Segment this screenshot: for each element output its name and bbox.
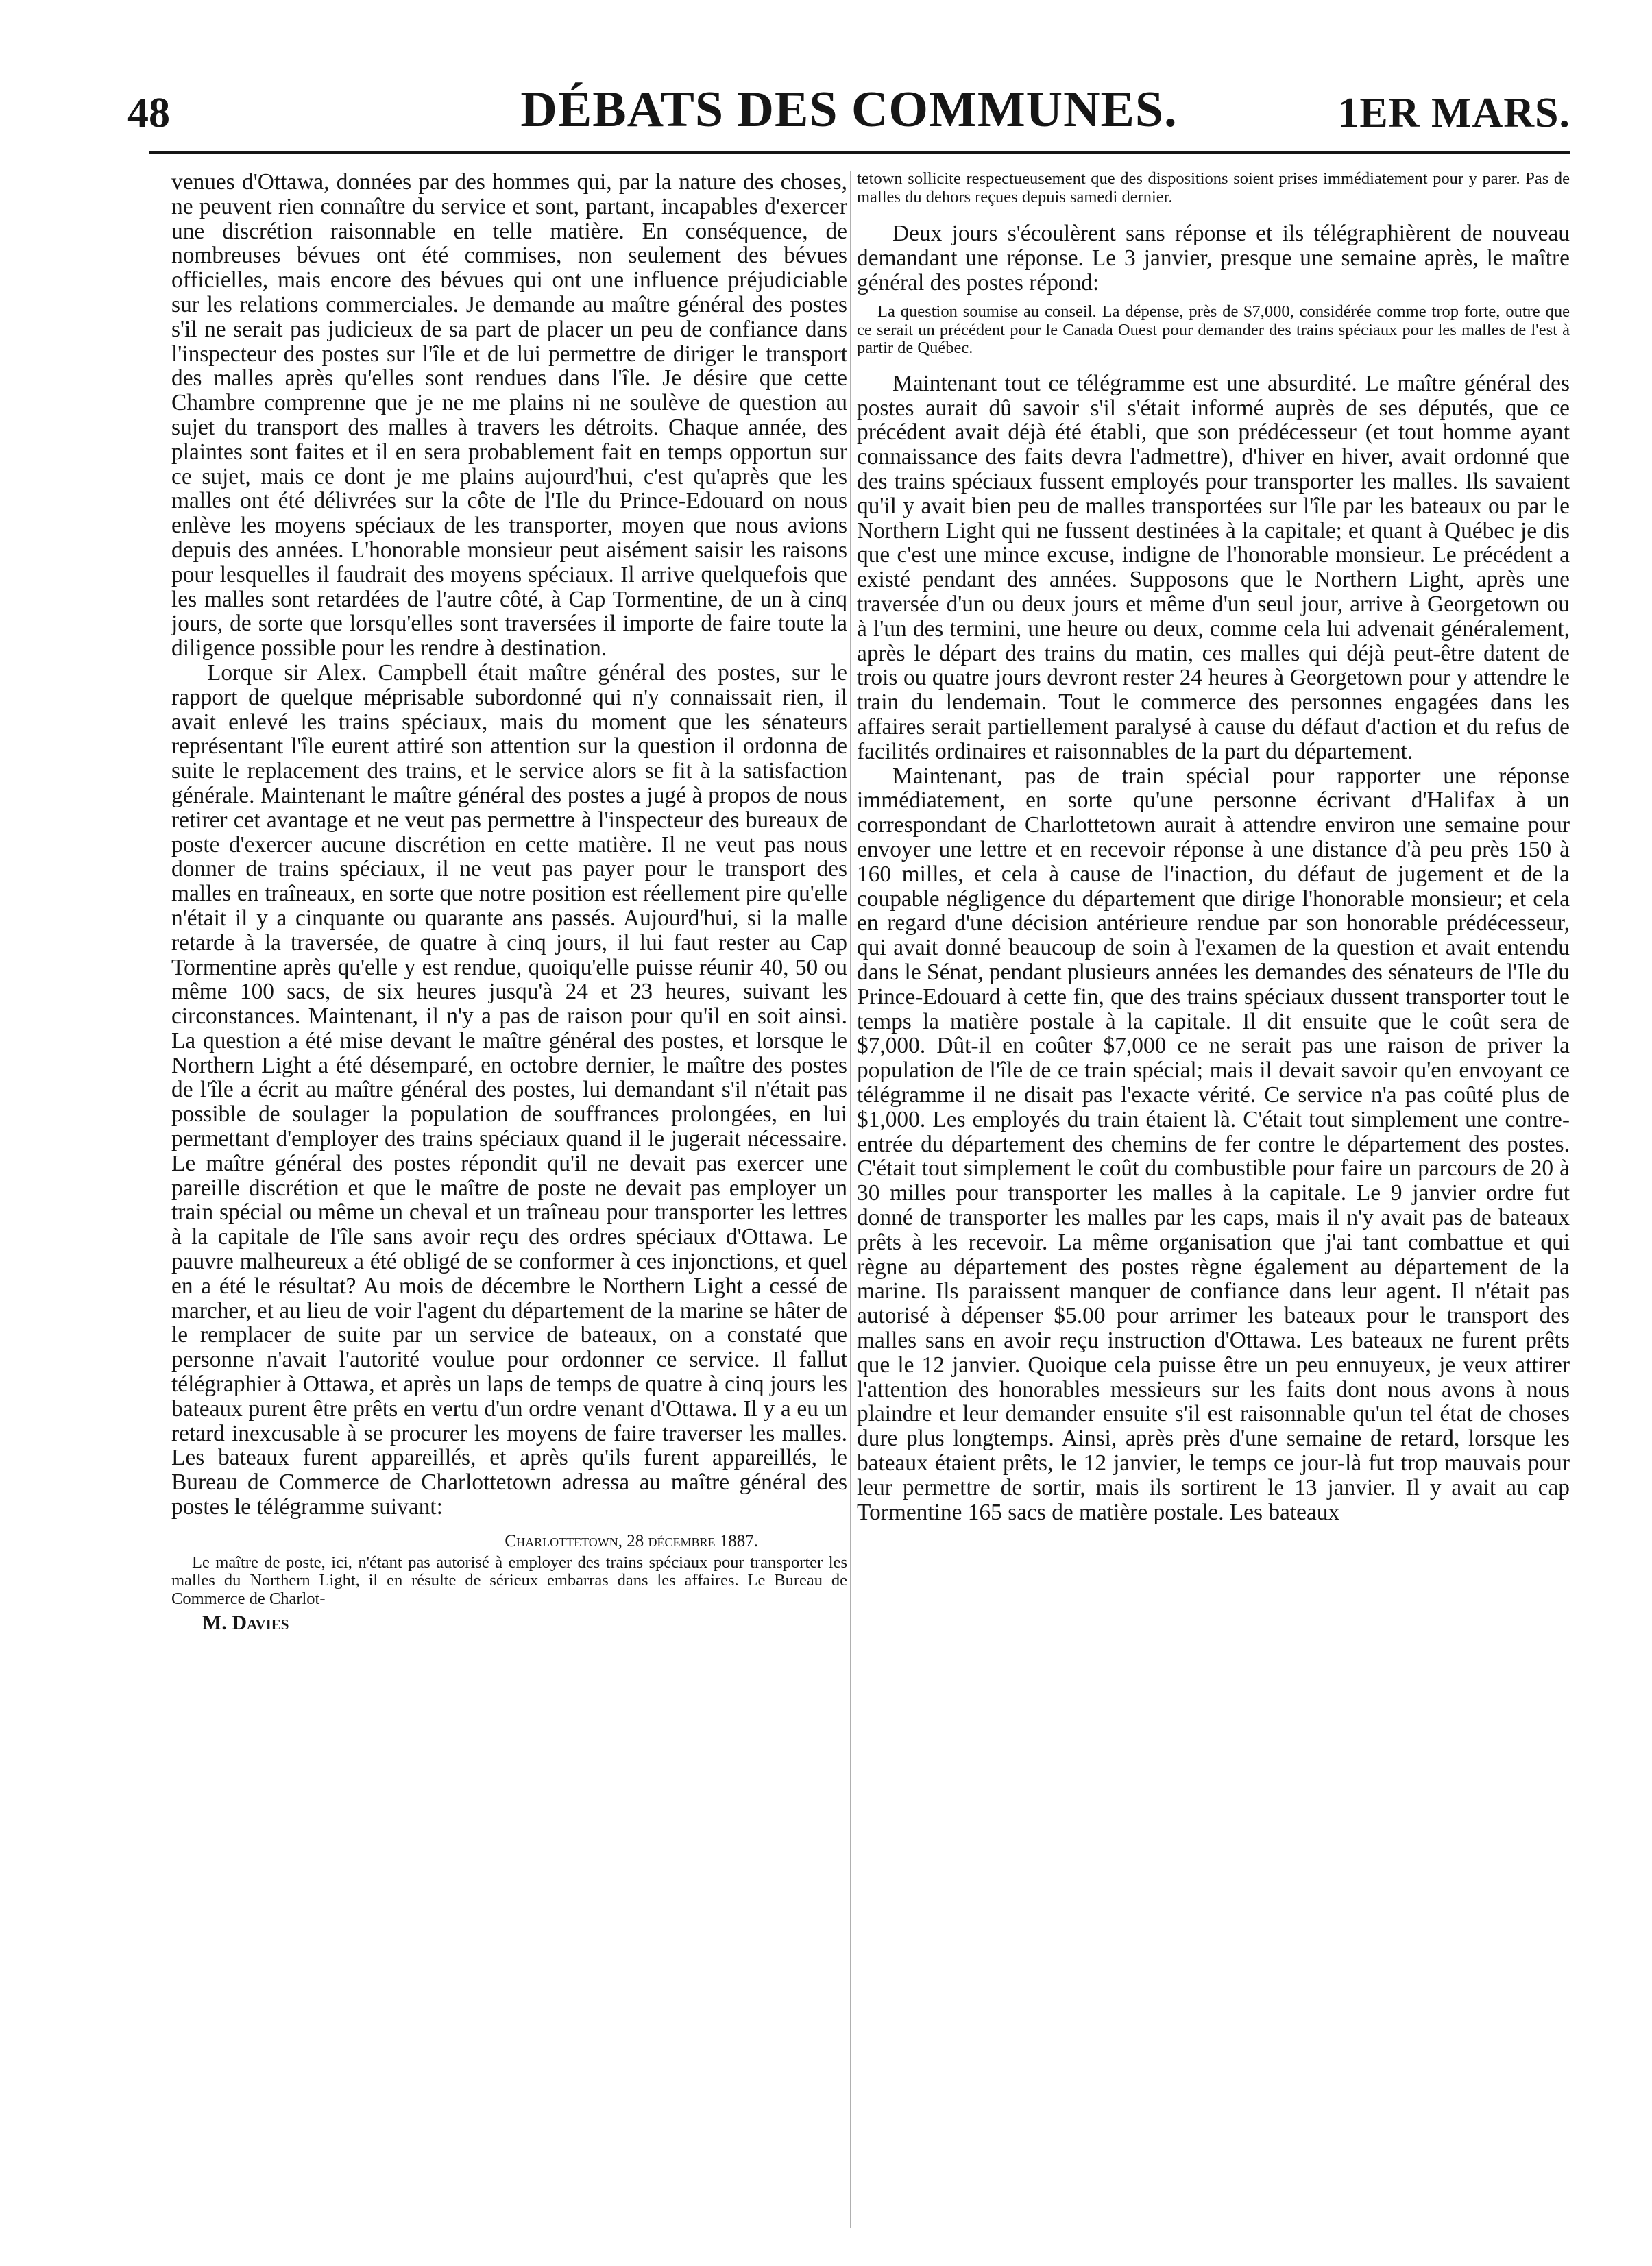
telegram-dateline: Charlottetown, 28 décembre 1887. xyxy=(505,1531,758,1550)
telegram-continuation: tetown sollicite respectueusement que des dispositions soient prises immédiatement pour y parer. Pas de malles du dehors reçues depuis samedi dernier. xyxy=(857,169,1570,206)
postmaster-reply: La question soumise au conseil. La dépense, près de $7,000, considérée comme trop forte, outre que ce serait un précédent pour le Canada Ouest pour demander des trains spéciaux pour les malles de l'est à partir de Québec. xyxy=(857,302,1570,358)
page-number: 48 xyxy=(127,90,170,136)
left-paragraph-1: venues d'Ottawa, données par des hommes qui, par la nature des choses, ne peuvent rien connaître du service et sont, partant, incapables d'exercer une discrétion raisonnable en telle matière. En conséquence, de nombreuses bévues ont été commises, non seulement des bévues officielles, mais encore des bévues qui ont une influence préjudiciable sur les relations commerciales. Je demande au maître général des postes s'il ne serait pas judicieux de sa part de placer un peu de confiance dans l'inspecteur des postes sur l'île et de lui permettre de diriger le transport des malles après qu'elles sont rendues dans l'île. Je désire que cette Chambre comprenne que je ne me plains ni ne soulève de question au sujet du transport des malles à travers les détroits. Chaque année, des plaintes sont faites et il en sera probablement fait en temps opportun sur ce sujet, mais ce dont je me plains aujourd'hui, c'est qu'après que les malles ont été délivrées sur la côte de l'Ile du Prince-Edouard on nous enlève les moyens spéciaux de les transporter, moyen que nous avions depuis des années. L'honorable monsieur peut aisément saisir les raisons pour lesquelles il faudrait des moyens spéciaux. Il arrive quelquefois que les malles sont retardées de l'autre côté, à Cap Tormentine, de un à cinq jours, de sorte que lorsqu'elles sont traversées il importe de faire toute la diligence possible pour les rendre à destination. xyxy=(171,169,847,661)
header-rule xyxy=(149,151,1570,154)
telegram-text: Le maître de poste, ici, n'étant pas autorisé à employer des trains spéciaux pour transporter les malles du Northern Light, il en résulte de sérieux embarras dans les affaires. Le Bureau de Commerce de Charlot- xyxy=(171,1552,847,1608)
right-paragraph-2: Maintenant tout ce télégramme est une absurdité. Le maître général des postes aurait dû savoir s'il s'était informé auprès de ses députés, que ce précédent avait déjà été établi, que son prédécesseur (et tout homme ayant connaissance des faits devra l'admettre), d'hiver en hiver, avait ordonné que des trains spéciaux fussent employés pour transporter les malles. Ils savaient qu'il y avait bien peu de malles transportées sur l'île par les bateaux ou par le Northern Light qui ne fussent destinées à la capitale; et quant à Québec je dis que c'est une mince excuse, indigne de l'honorable monsieur. Le précédent a existé pendant des années. Supposons que le Northern Light, après une traversée d'un ou deux jours et même d'un seul jour, arrive à Georgetown ou à l'un des termini, une heure ou deux, comme cela lui advenait généralement, après le départ des trains du matin, ces malles qui déjà peut-être datent de trois ou quatre jours devront rester 24 heures à Georgetown pour y attendre le train du lendemain. Tout le commerce des personnes engagées dans les affaires serait partiellement paralysé à cause du défaut d'action et du refus de facilités ordinaires et raisonnables de la part du département. xyxy=(857,370,1570,764)
page-title: DÉBATS DES COMMUNES. xyxy=(520,82,1178,138)
right-paragraph-3: Maintenant, pas de train spécial pour rapporter une réponse immédiatement, en sorte qu'une personne écrivant d'Halifax à un correspondant de Charlottetown aurait à attendre environ une semaine pour envoyer une lettre et en recevoir réponse à une distance d'à peu près 150 à 160 milles, et cela à cause de l'inaction, du défaut de jugement et de la coupable négligence du département que dirige l'honorable monsieur; et cela en regard d'une décision antérieure rendue par son honorable prédécesseur, qui avait donné beaucoup de soin à l'examen de la question et avait entendu dans le Sénat, pendant plusieurs années les demandes des sénateurs de l'Ile du Prince-Edouard à cette fin, que des trains spéciaux dussent transporter tout le temps la matière postale à la capitale. Il dit ensuite que le coût sera de $7,000. Dût-il en coûter $7,000 ce ne serait pas une raison de priver la population de l'île de ce train spécial; mais il devait savoir qu'en envoyant ce télégramme il ne disait pas l'exacte vérité. Ce service n'a pas coûté plus de $1,000. Les employés du train étaient là. C'était tout simplement une contre-entrée du département des chemins de fer contre le département des postes. C'était tout simplement le coût du combustible pour faire un parcours de 20 à 30 milles pour transporter les malles à la capitale. Le 9 janvier ordre fut donné de transporter les malles par les caps, mais il n'y avait pas de bateaux prêts à les recevoir. La même organisation que j'ai tant combattue et qui règne au département des postes règne également au département de la marine. Ils paraissent manquer de confiance dans leur agent. Il n'était pas autorisé à dépenser $5.00 pour arrimer les bateaux pour le transport des malles sans en avoir reçu instruction d'Ottawa. Les bateaux ne furent prêts que le 12 janvier. Quoique cela puisse être un peu ennuyeux, je veux attirer l'attention des honorables messieurs sur les faits dont nous avons à nous plaindre et leur demander ensuite s'il est raisonnable qu'un tel état de choses dure plus longtemps. Ainsi, après près d'une semaine de retard, lorsque les bateaux étaient prêts, le 12 janvier, le temps ce jour-là fut trop mauvais pour leur permettre de sortir, mais ils sortirent le 13 janvier. Il y avait au cap Tormentine 165 sacs de matière postale. Les bateaux xyxy=(857,763,1570,1525)
page-date: 1ER MARS. xyxy=(1337,90,1570,136)
right-paragraph-1: Deux jours s'écoulèrent sans réponse et ils télégraphièrent de nouveau demandant une réponse. Le 3 janvier, presque une semaine après, le maître général des postes répond: xyxy=(857,221,1570,295)
left-column xyxy=(171,170,847,1635)
column-separator xyxy=(850,171,851,2228)
right-column xyxy=(857,170,1570,1524)
page-header xyxy=(127,81,1570,146)
left-paragraph-2: Lorque sir Alex. Campbell était maître général des postes, sur le rapport de quelque méprisable subordonné qui n'y connaissait rien, il avait enlevé les trains spéciaux, mais du moment que les sénateurs représentant l'île eurent attiré son attention sur la question il ordonna de suite le replacement des trains, et le service alors se fit à la satisfaction générale. Maintenant le maître général des postes a jugé à propos de nous retirer cet avantage et ne veut pas permettre à l'inspecteur des bureaux de poste d'exercer aucune discrétion en cette matière. Il ne veut pas nous donner de trains spéciaux, il ne veut pas payer pour le transport des malles en traîneaux, en sorte que notre position est réellement pire qu'elle n'était il y a cinquante ou quarante ans passés. Aujourd'hui, si la malle retarde à la traversée, de quatre à cinq jours, il lui faut rester au Cap Tormentine après qu'elle y est rendue, quoiqu'elle puisse réunir 40, 50 ou même 100 sacs, de six heures jusqu'à 24 et 23 heures, suivant les circonstances. Maintenant, il n'y a pas de raison pour qu'il en soit ainsi. La question a été mise devant le maître général des postes, et lorsque le Northern Light a été désemparé, en octobre dernier, le maître des postes de l'île a écrit au maître général des postes, lui demandant s'il n'était pas possible de soulager la population de souffrances prolongées, en lui permettant d'employer des trains spéciaux quand il le jugerait nécessaire. Le maître général des postes répondit qu'il ne devait pas exercer une pareille discrétion et que le maître de poste ne devait pas employer un train spécial ou même un cheval et un traîneau pour transporter les lettres à la capitale de l'île sans avoir reçu des ordres spéciaux d'Ottawa. Le pauvre malheureux a été obligé de se conformer à ces injonctions, et quel en a été le résultat? Au mois de décembre le Northern Light a cessé de marcher, et au lieu de voir l'agent du département de la marine se hâter de le remplacer de suite par un service de bateaux, on a constaté que personne n'avait l'autorité voulue pour ordonner ce service. Il fallut télégraphier à Ottawa, et après un laps de temps de quatre à cinq jours les bateaux purent être prêts en vertu d'un ordre venant d'Ottawa. Il y a eu un retard inexcusable à se procurer les moyens de faire traverser les malles. Les bateaux furent appareillés, et après qu'ils furent appareillés, le Bureau de Commerce de Charlottetown adressa au maître général des postes le télégramme suivant: xyxy=(171,659,847,1520)
speaker-signature: M. Davies xyxy=(202,1611,289,1635)
